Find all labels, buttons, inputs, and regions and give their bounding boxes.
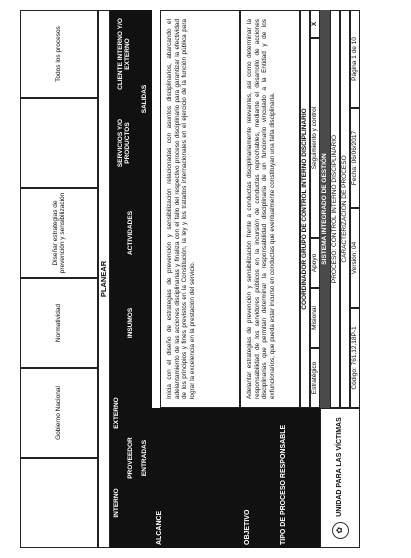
row-interno bbox=[20, 458, 98, 548]
alcance-label: ALCANCE bbox=[152, 408, 240, 548]
cliente-header: CLIENTE INTERNO Y/O EXTERNO bbox=[110, 10, 138, 98]
tipo-label: TIPO DE PROCESO RESPONSABLE bbox=[276, 408, 320, 548]
tipo-apoyo: Apoyo bbox=[310, 238, 320, 288]
objetivo-label: OBJETIVO bbox=[240, 408, 276, 548]
logo-block bbox=[320, 408, 360, 548]
servicios-header: SERVICIOS Y/O PRODUCTOS bbox=[110, 98, 138, 188]
logo-text: UNIDAD PARA LAS VÍCTIMAS bbox=[335, 417, 343, 517]
alcance-text: Inicia con el diseño de estrategias de prevención y sensibilización relacionadas con asuntos disciplinarios, abarcando el adelantamiento de las acciones disciplinarias y finaliza con el fallo del respectivo proceso disciplinario para garantizar la efectividad de los principios y fines previstos en la Constitución, la ley y los tratados internacionales en el ejercicio de la función pública para lograr la excelencia en la prestación del servicio. bbox=[160, 10, 240, 408]
row-actividades: Diseñar estrategias de prevención y sensibilización bbox=[20, 188, 98, 278]
tipo-misional: Misional bbox=[310, 288, 320, 348]
document-version: Versión: 04 bbox=[350, 208, 360, 308]
row-cliente: Todos los procesos bbox=[20, 10, 98, 98]
externo-header: EXTERNO bbox=[110, 368, 124, 458]
row-servicios bbox=[20, 98, 98, 188]
objetivo-text: Adelantar estrategias de prevención y sensibilización frente a conductas disciplinariamente relevantes, así como determinar la responsabilidad de los servidores públicos en la incursión de conductas reprochables, mediante el desarrollo de acciones disciplinarias que permitan determinar la responsabilidad disciplinaria de un funcionario vinculado a la Entidad y de los exfuncionarios, que pueda estar incurso en conductas que eventualmente constituyan una falta disciplinaria. bbox=[240, 10, 300, 408]
unidad-logo-icon: ✿ bbox=[332, 522, 349, 539]
page-number: Página 1 de 10 bbox=[350, 10, 360, 108]
interno-header: INTERNO bbox=[110, 458, 124, 548]
document-type: CARACTERIZACIÓN DE PROCESO bbox=[340, 10, 350, 408]
insumos-header: INSUMOS bbox=[110, 278, 152, 368]
phase-planear: PLANEAR bbox=[98, 10, 110, 548]
tipo-estrategico: Estratégico bbox=[310, 348, 320, 408]
salidas-header: SALIDAS bbox=[138, 10, 152, 188]
responsible: COORDINADOR GRUPO DE CONTROL INTERNO DISCIPLINARIO bbox=[300, 10, 310, 408]
system-title: SISTEMA INTEGRADO DE GESTIÓN bbox=[320, 10, 330, 408]
document-code: Código: 761,12,18P-1 bbox=[350, 308, 360, 408]
proveedor-header: PROVEEDOR bbox=[124, 368, 138, 548]
actividades-header: ACTIVIDADES bbox=[110, 188, 152, 278]
tipo-seguimiento: Seguimiento y control bbox=[310, 38, 320, 238]
row-externo: Gobierno Nacional bbox=[20, 368, 98, 458]
entradas-header: ENTRADAS bbox=[138, 368, 152, 548]
tipo-mark: X bbox=[310, 10, 320, 38]
process-name: PROCESO: CONTROL INTERNO DISCIPLINARIO bbox=[330, 10, 340, 408]
row-insumos: Normatividad bbox=[20, 278, 98, 368]
document-date: Fecha: 06/06/2017 bbox=[350, 108, 360, 208]
